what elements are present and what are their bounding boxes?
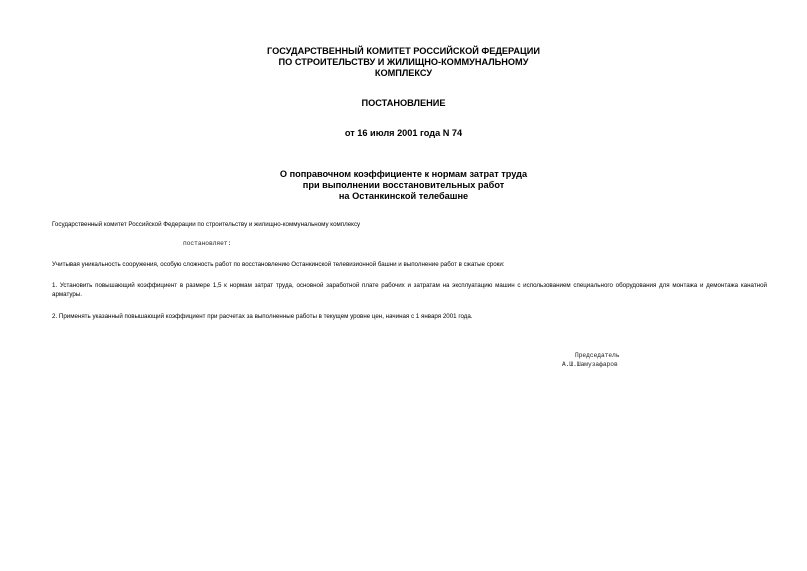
- document-date-number: от 16 июля 2001 года N 74: [344, 128, 463, 138]
- document-subject: [0, 169, 807, 202]
- signature-name: А.Ш.Шамузафаров: [562, 361, 618, 368]
- committee-heading: [0, 46, 807, 79]
- item-2-paragraph: 2. Применять указанный повышающий коэффициент при расчетах за выполненные работы в текущем уровне цен, начиная с 1 января 2001 года.: [52, 313, 473, 320]
- preamble-paragraph: Учитывая уникальность сооружения, особую сложность работ по восстановлению Останкинской телевизионной башни и выполнение работ в сжатые сроки:: [52, 261, 505, 268]
- item-1-paragraph: 1. Установить повышающий коэффициент в размере 1,5 к нормам затрат труда, основной заработной плате рабочих и затратам на эксплуатацию машин с использованием специального оборудования для монтажа и демонтажа канатной арматуры.: [52, 282, 767, 298]
- committee-line: ПО СТРОИТЕЛЬСТВУ И ЖИЛИЩНО-КОММУНАЛЬНОМУ: [278, 57, 529, 67]
- committee-line: КОМПЛЕКСУ: [374, 68, 433, 78]
- subject-line: О поправочном коэффициенте к нормам затрат труда: [279, 169, 528, 179]
- signature-title: Председатель: [575, 352, 620, 359]
- committee-line: ГОСУДАРСТВЕННЫЙ КОМИТЕТ РОССИЙСКОЙ ФЕДЕРАЦИИ: [267, 46, 540, 56]
- issuer-paragraph: Государственный комитет Российской Федерации по строительству и жилищно-коммунальному комплексу: [52, 221, 361, 228]
- decree-word: постановляет:: [183, 240, 232, 247]
- subject-line: при выполнении восстановительных работ: [302, 180, 505, 190]
- subject-line: на Останкинской телебашне: [338, 191, 469, 201]
- document-type: ПОСТАНОВЛЕНИЕ: [361, 98, 446, 108]
